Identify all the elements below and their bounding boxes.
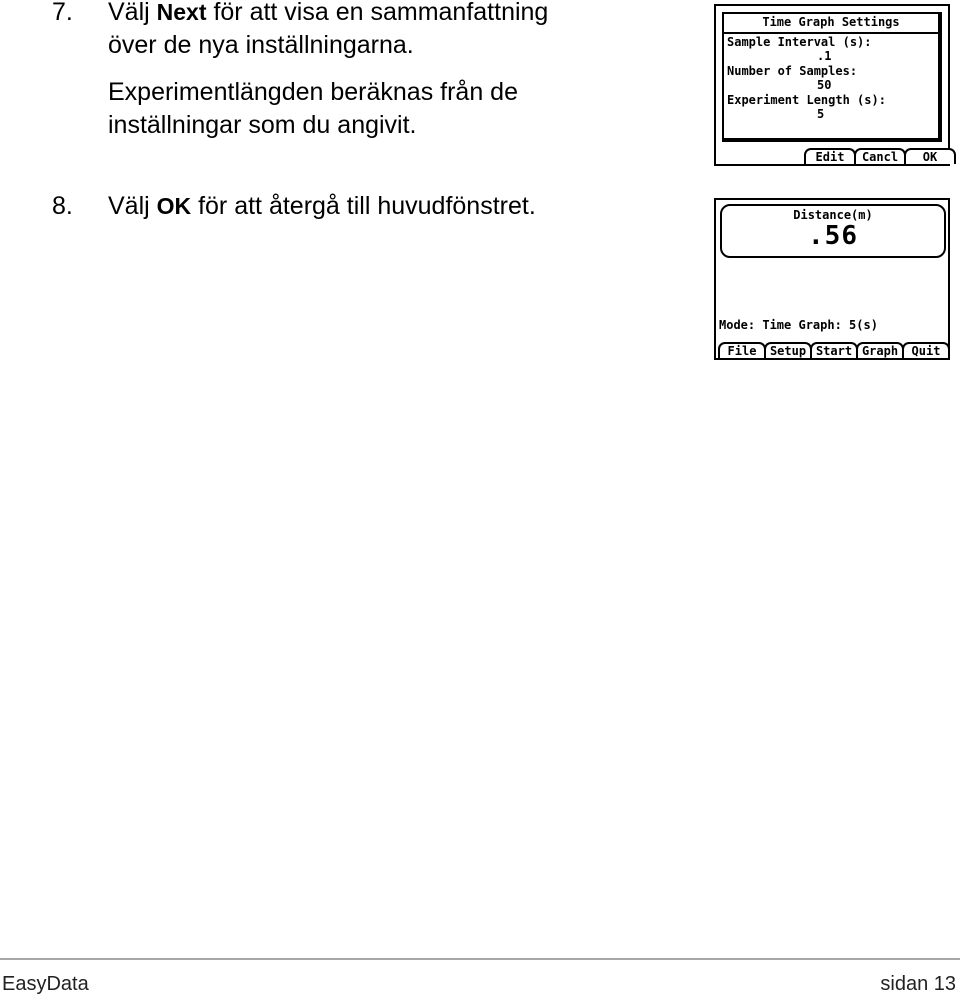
experiment-length-label: Experiment Length (s): — [727, 93, 886, 107]
dialog-title: Time Graph Settings — [724, 14, 938, 34]
softkey-edit[interactable]: Edit — [804, 148, 856, 164]
calculator-screen-main — [714, 198, 950, 360]
step-number: 8. — [52, 192, 73, 220]
softkey-quit[interactable]: Quit — [902, 342, 950, 358]
step-7 — [52, 0, 548, 142]
mode-status: Mode: Time Graph: 5(s) — [719, 318, 878, 332]
footer-product-name: EasyData — [2, 973, 89, 995]
experiment-length-value: 5 — [817, 107, 825, 121]
readout-value: .56 — [808, 221, 858, 251]
softkey-setup[interactable]: Setup — [764, 342, 812, 358]
sample-interval-label: Sample Interval (s): — [727, 35, 872, 49]
instruction-text-rest: för att återgå till huvudfönstret. — [191, 192, 536, 220]
softkey-cancel[interactable]: Cancl — [854, 148, 906, 164]
step-number: 7. — [52, 0, 73, 26]
softkey-file[interactable]: File — [718, 342, 766, 358]
step-8 — [52, 190, 536, 223]
softkey-bar — [718, 342, 948, 358]
step-instruction — [108, 190, 536, 223]
settings-dialog — [722, 12, 942, 142]
softkey-start[interactable]: Start — [810, 342, 858, 358]
step-instruction — [108, 0, 548, 29]
note-line-2: inställningar som du angivit. — [108, 111, 417, 139]
keyword-next: Next — [156, 0, 207, 25]
softkey-ok[interactable]: OK — [904, 148, 956, 164]
softkey-bar — [804, 148, 954, 164]
instruction-text-rest: för att visa en sammanfattning — [206, 0, 549, 26]
sample-interval-value: .1 — [817, 49, 832, 63]
instruction-text: Välj — [108, 0, 157, 26]
distance-readout — [720, 204, 946, 258]
readout-label: Distance(m) — [793, 208, 873, 222]
softkey-graph[interactable]: Graph — [856, 342, 904, 358]
number-of-samples-value: 50 — [817, 78, 832, 92]
footer-page-number: sidan 13 — [880, 973, 956, 995]
instruction-text: Välj — [108, 192, 157, 220]
instruction-line-2: över de nya inställningarna. — [108, 31, 414, 59]
footer-divider — [0, 958, 960, 960]
note-line-1: Experimentlängden beräknas från de — [108, 78, 518, 106]
calculator-screen-settings — [714, 4, 950, 166]
keyword-ok: OK — [156, 193, 192, 219]
number-of-samples-label: Number of Samples: — [727, 64, 858, 78]
